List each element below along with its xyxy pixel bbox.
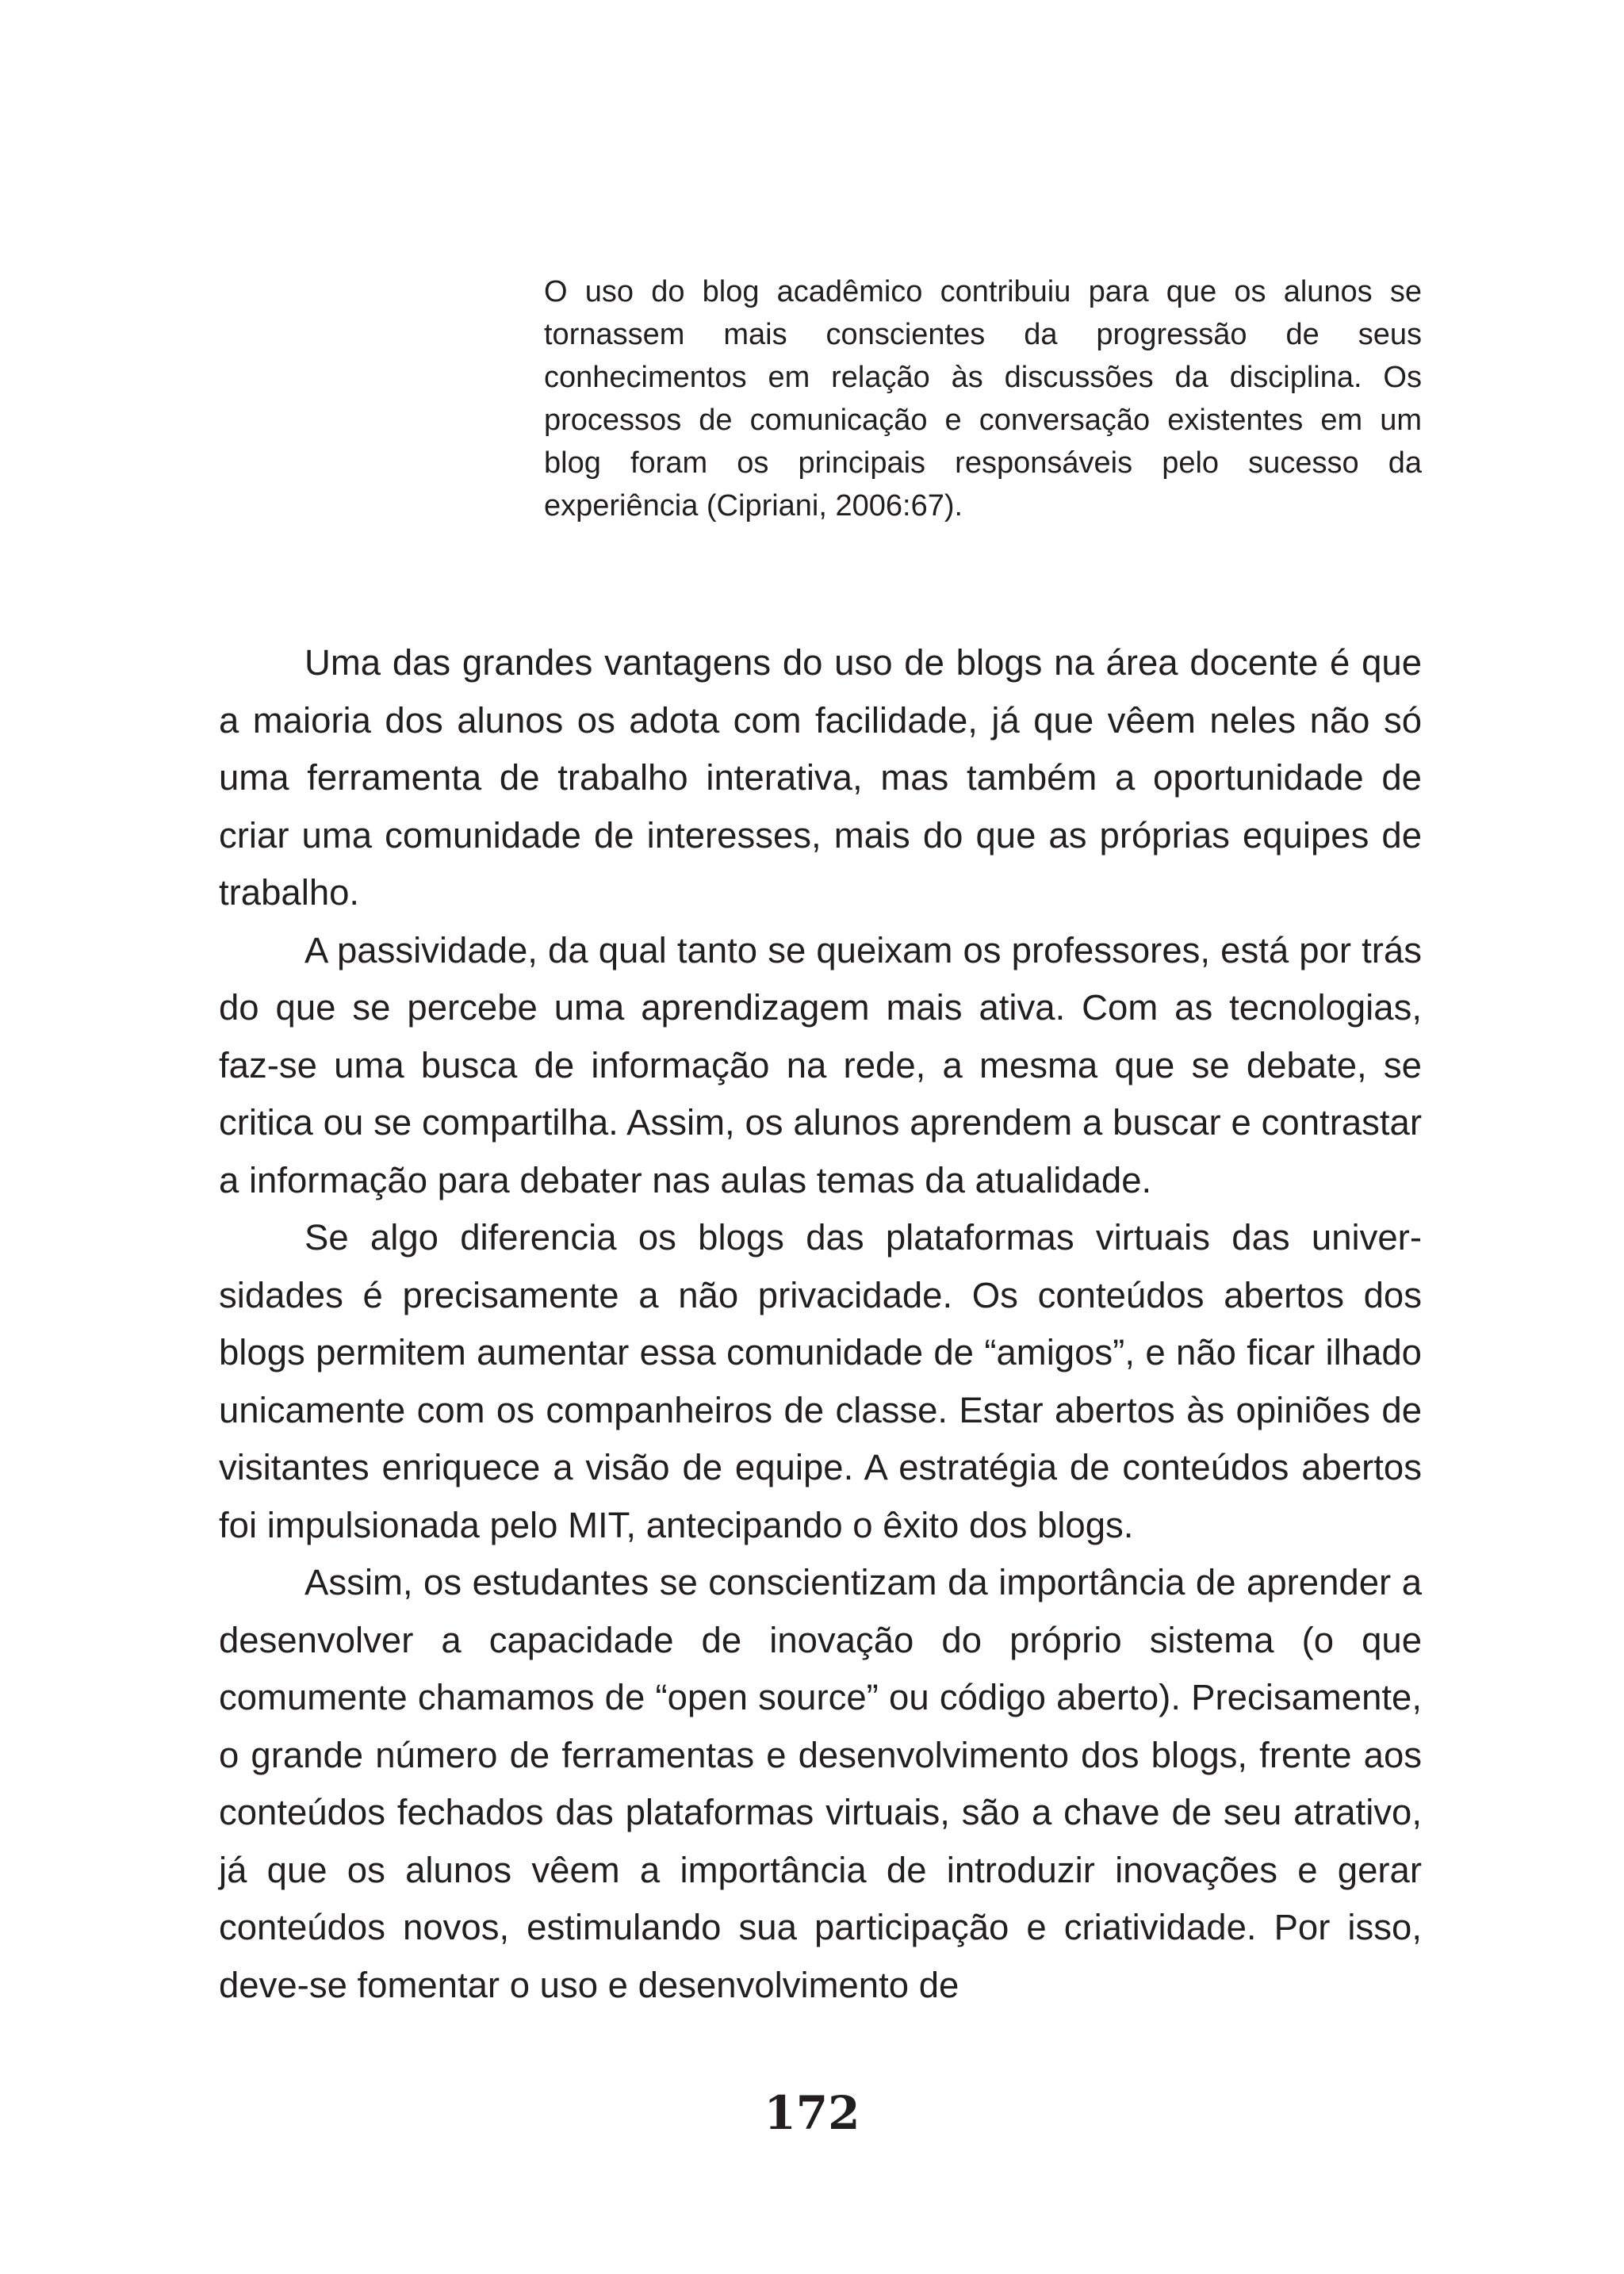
paragraph-3: Se algo diferencia os blogs das plataformas virtuais das universidades é precisamente a não privacidade. Os conteúdos abertos dos blogs permitem aumentar essa comunidade de “amigos”, e não ficar ilhado unicamente com os companheiros de classe. Estar abertos às opiniões de visitantes enriquece a visão de equipe. A estratégia de conteúdos abertos foi impulsionada pelo MIT, antecipando o êxito dos blogs. [219,1217,1422,1545]
block-quote: O uso do blog acadêmico contribuiu para que os alunos se tornassem mais conscientes da progressão de seus conhecimentos em relação às discussões da disciplina. Os processos de comunicação e conversação existentes em um blog foram os principais responsáveis pelo sucesso da experiência (Cipriani, 2006:67). [544,275,1422,523]
paragraph-2: A passividade, da qual tanto se queixam os professores, está por trás do que se percebe uma aprendizagem mais ativa. Com as tecnologias, faz-se uma busca de informação na rede, a mesma que se debate, se critica ou se compartilha. Assim, os alunos aprendem a buscar e contrastar a informação para debater nas aulas temas da atualidade. [219,929,1422,1200]
body-text [219,634,1422,2014]
paragraph-4: Assim, os estudantes se conscientizam da importância de aprender a desenvolver a capacidade de inovação do próprio sistema (o que comumente chamamos de “open source” ou código aberto). Precisamente, o grande número de ferramentas e desenvolvimento dos blogs, frente aos conteúdos fechados das plataformas virtuais, são a chave de seu atrativo, já que os alunos vêem a importância de introduzir inovações e gerar conteúdos novos, estimulando sua participação e criatividade. Por isso, deve-se fomentar o uso e desenvolvimento de [219,1562,1422,2005]
paragraph-1: Uma das grandes vantagens do uso de blogs na área docente é que a maioria dos alunos os adota com facilidade, já que vêem neles não só uma ferramenta de trabalho interativa, mas também a oportunidade de criar uma comunidade de interesses, mais do que as próprias equipes de trabalho. [219,642,1422,913]
page-number: 172 [764,2086,860,2140]
